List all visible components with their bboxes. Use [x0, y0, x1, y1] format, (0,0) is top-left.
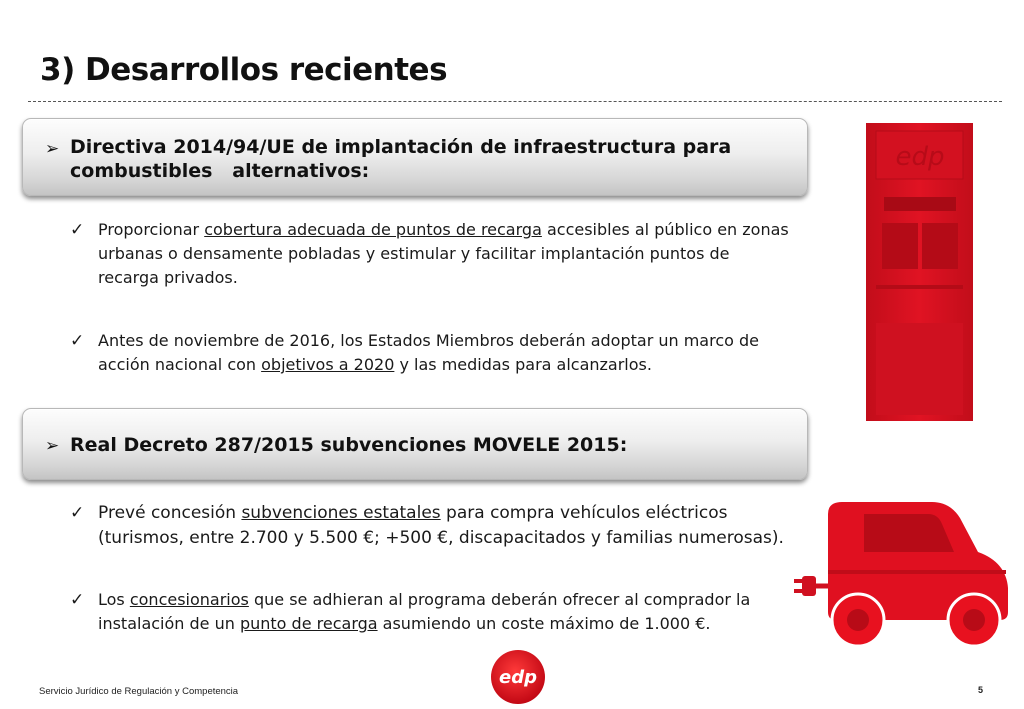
- footer-department: Servicio Jurídico de Regulación y Competencia: [39, 686, 239, 697]
- section-heading: Real Decreto 287/2015 subvenciones MOVELE 2015:: [70, 434, 628, 456]
- arrow-right-icon: ➢: [45, 436, 60, 455]
- underlined-term: subvenciones estatales: [241, 503, 441, 523]
- underlined-term: cobertura adecuada de puntos de recarga: [204, 220, 542, 239]
- checkmark-icon: ✓: [70, 590, 85, 610]
- checkmark-icon: ✓: [70, 331, 85, 351]
- underlined-term: objetivos a 2020: [261, 355, 395, 374]
- edp-logo: [489, 648, 547, 706]
- page-title: 3) Desarrollos recientes: [40, 52, 448, 88]
- list-item-text: Prevé concesión subvenciones estatales para compra vehículos eléctricos (turismos, entre 2.700 y 5.500 €; +500 €, discapacitados y familias numerosas).: [98, 503, 784, 548]
- list-item: [70, 218, 790, 290]
- section-heading: Directiva 2014/94/UE de implantación de infraestructura para combustibles alternativos:: [70, 136, 732, 182]
- list-item: [70, 588, 790, 636]
- list-item: [70, 329, 790, 377]
- list-item-text: Los concesionarios que se adhieran al programa deberán ofrecer al comprador la instalación de un punto de recarga asumiendo un coste máximo de 1.000 €.: [98, 590, 751, 633]
- electric-car-icon: [792, 500, 1012, 650]
- svg-text:edp: edp: [895, 142, 945, 172]
- checkmark-icon: ✓: [70, 220, 85, 240]
- list-item-text: Proporcionar cobertura adecuada de puntos de recarga accesibles al público en zonas urbanas o densamente pobladas y estimular y facilitar implantación puntos de recarga privados.: [98, 220, 789, 287]
- page-number: 5: [978, 685, 984, 695]
- list-item: [70, 501, 790, 551]
- list-item-text: Antes de noviembre de 2016, los Estados Miembros deberán adoptar un marco de acción nacional con objetivos a 2020 y las medidas para alcanzarlos.: [98, 331, 760, 374]
- title-divider: [28, 101, 1002, 102]
- section-banner-directiva: [22, 118, 808, 196]
- underlined-term: punto de recarga: [239, 614, 378, 633]
- arrow-right-icon: ➢: [45, 139, 60, 158]
- charging-station-icon: [866, 123, 974, 423]
- underlined-term: concesionarios: [129, 590, 249, 609]
- logo-text: edp: [499, 667, 537, 688]
- section-banner-real-decreto: [22, 408, 808, 480]
- checkmark-icon: ✓: [70, 503, 85, 523]
